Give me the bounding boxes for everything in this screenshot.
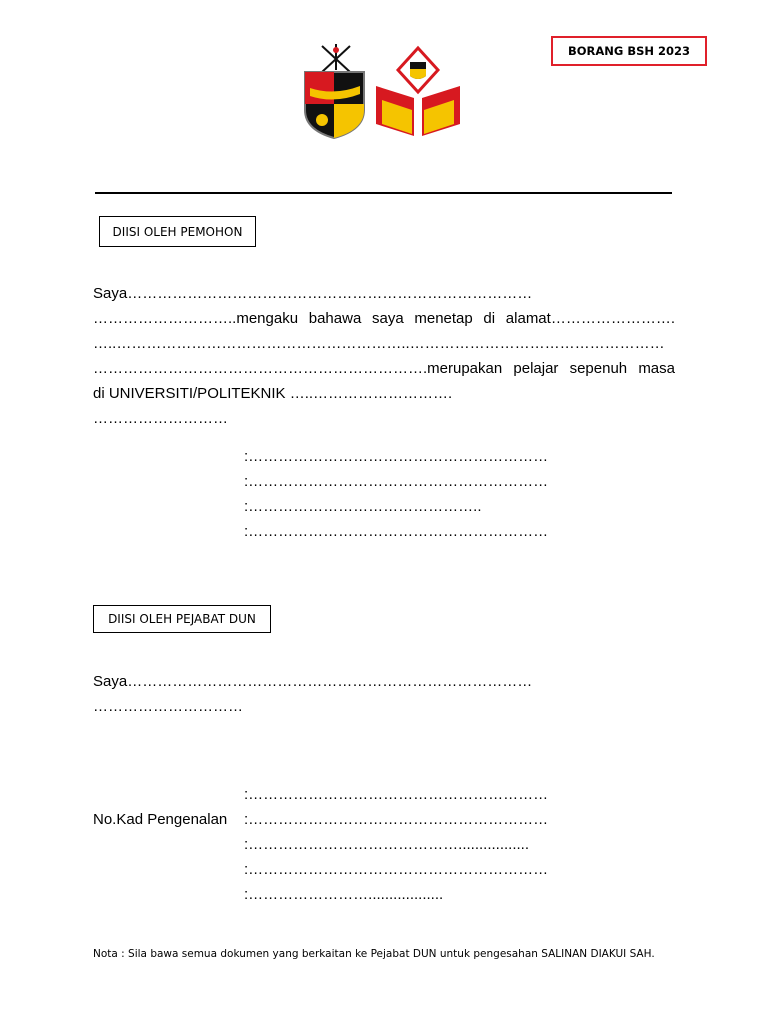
office-field-line[interactable]: :…………………………………………………… [244,786,549,803]
officer-extra-line[interactable]: ………………………… [93,698,243,715]
footer-note: Nota : Sila bawa semua dokumen yang berkaitan ke Pejabat DUN untuk pengesahan SALINAN DIAKUI SAH. [93,948,655,960]
applicant-name-line[interactable]: Saya……………………………………………………………………… [93,285,533,302]
applicant-field-line[interactable]: :…………………………………………………… [244,448,549,465]
applicant-section-label [99,216,256,247]
applicant-university-line[interactable]: di UNIVERSITI/POLITEKNIK …..………………………. [93,385,453,402]
applicant-field-line[interactable]: :…………………………………………………… [244,473,549,490]
id-number-field[interactable]: :…………………………………………………… [244,811,549,828]
state-crest-logo [305,44,364,138]
applicant-address-line[interactable]: …..…………………………………………………..…………………………………………… [93,335,665,352]
applicant-student-statement[interactable]: ………………………………………………………….merupakan pelajar sepenuh masa [93,360,675,377]
applicant-address-statement[interactable]: ………………………..mengaku bahawa saya menetap di alamat……………………. [93,310,675,327]
form-code-text: BORANG BSH 2023 [567,44,691,58]
applicant-field-line[interactable]: :……………………………………….. [244,498,482,515]
office-section-label [93,605,271,633]
applicant-extra-line[interactable]: ……………………… [93,410,228,427]
officer-name-line[interactable]: Saya……………………………………………………………………… [93,673,533,690]
state-logos [300,38,470,150]
id-number-label: No.Kad Pengenalan [93,811,228,828]
office-field-line[interactable]: :…………………….................. [244,886,444,903]
header-divider [95,192,672,194]
applicant-section-label-text: DIISI OLEH PEMOHON [112,224,243,239]
office-field-line[interactable]: :…………………………………………………… [244,861,549,878]
office-field-line[interactable]: :……………………………………................. [244,836,530,853]
state-education-logo [376,48,460,136]
office-section-label-text: DIISI OLEH PEJABAT DUN [108,612,256,626]
applicant-field-line[interactable]: :…………………………………………………… [244,523,549,540]
form-code-badge [551,36,707,66]
